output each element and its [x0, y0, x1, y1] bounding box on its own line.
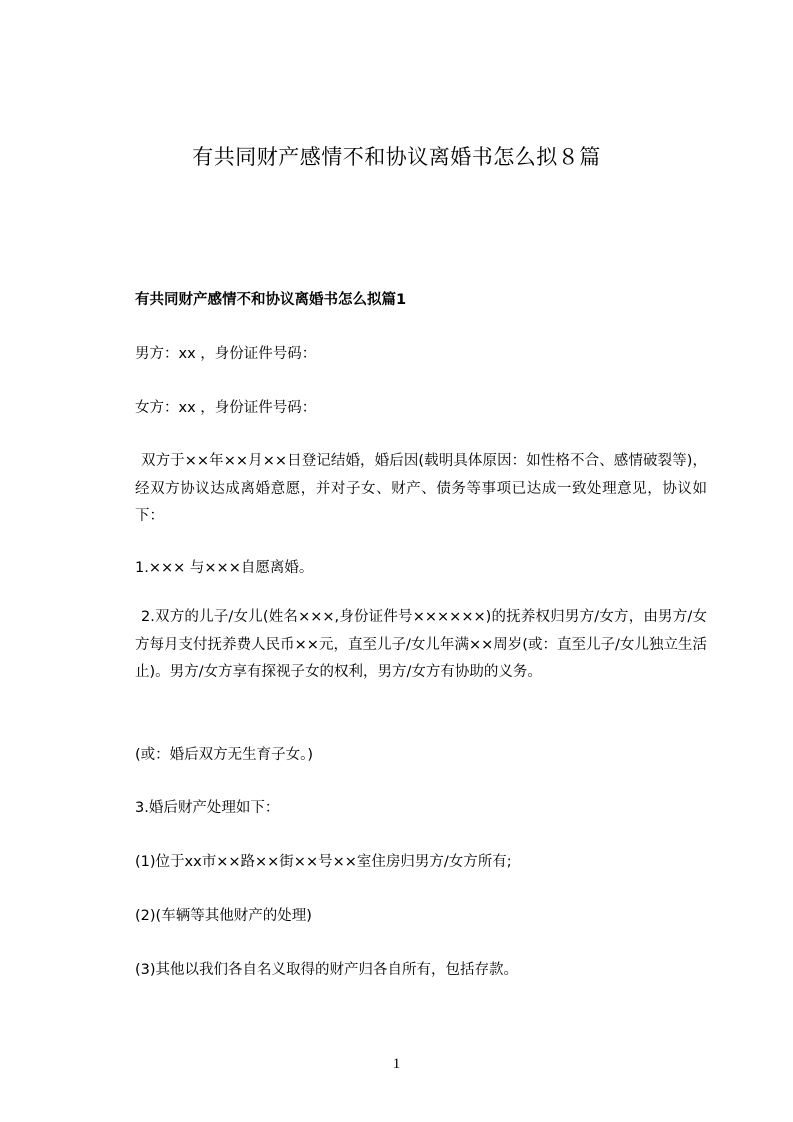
section-heading: 有共同财产感情不和协议离婚书怎么拟篇1 — [135, 292, 407, 308]
document-title: 有共同财产感情不和协议离婚书怎么拟８篇 — [192, 145, 601, 169]
paragraph-item-3: 3.婚后财产处理如下： — [135, 800, 280, 816]
paragraph-item-2: 2.双方的儿子/女儿(姓名×××,身份证件号××××××)的抚养权归男方/女方，由男方/女方每月支付抚养费人民币××元，直至儿子/女儿年满××周岁(或：直至儿子/女儿独立生活止)。男方/女方享有探视子女的权利，男方/女方有协助的义务。 — [135, 609, 707, 680]
paragraph-item-2-alternative: (或：婚后双方无生育子女。) — [135, 747, 314, 763]
paragraph-female-party: 女方：xx ，身份证件号码： — [135, 400, 317, 416]
paragraph-item-3-2: (2)(车辆等其他财产的处理) — [135, 908, 312, 924]
paragraph-intro: 双方于××年××月××日登记结婚，婚后因(载明具体原因：如性格不合、感情破裂等)，经双方协议达成离婚意愿，并对子女、财产、债务等事项已达成一致处理意见，协议如下： — [135, 453, 707, 524]
page-number: 1 — [392, 1056, 401, 1072]
paragraph-male-party: 男方：xx ，身份证件号码： — [135, 346, 317, 362]
paragraph-item-1: 1.××× 与×××自愿离婚。 — [135, 560, 314, 576]
paragraph-item-3-1: (1)位于xx市××路××街××号××室住房归男方/女方所有; — [135, 854, 512, 870]
paragraph-item-3-3: (3)其他以我们各自名义取得的财产归各自所有，包括存款。 — [135, 962, 519, 978]
